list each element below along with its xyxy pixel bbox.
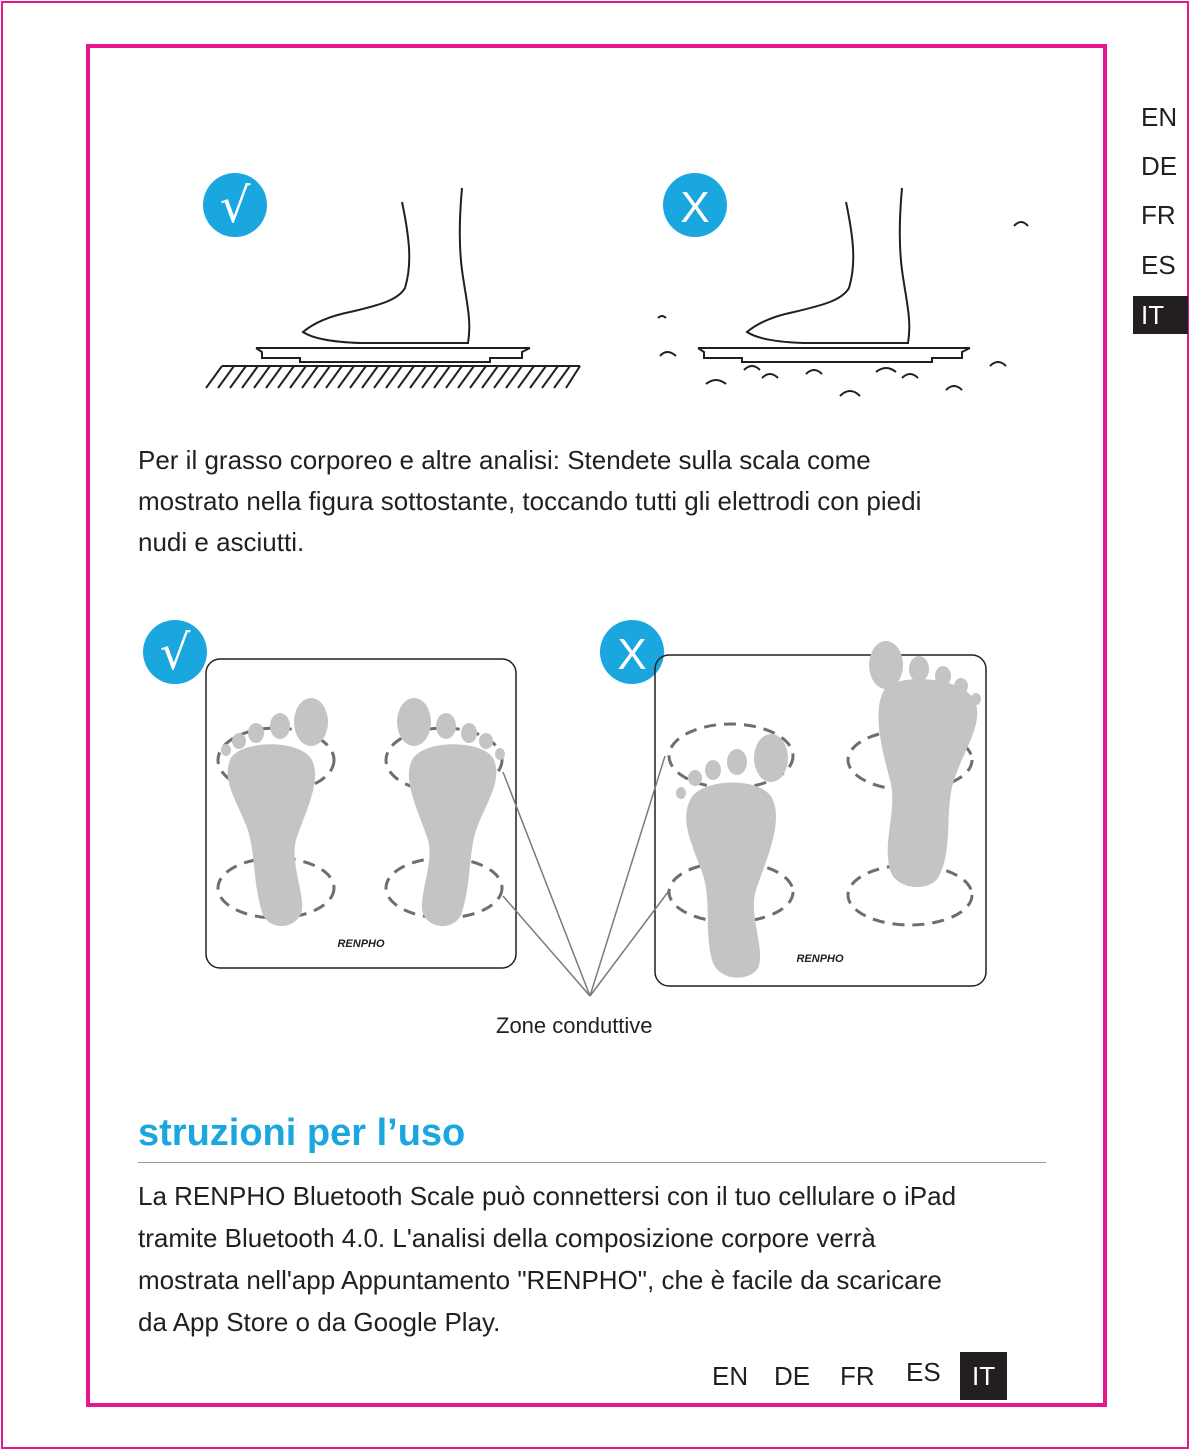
wrong-mark: X: [680, 183, 710, 232]
figure-foot-on-scale: [0, 0, 1190, 420]
side-nav-es[interactable]: ES: [1141, 250, 1176, 280]
check-circle-icon: [203, 173, 267, 237]
section-title: struzioni per l’uso: [138, 1112, 466, 1154]
scale-wrong: [655, 641, 986, 986]
carpet-bumps: [658, 222, 1028, 396]
misplaced-right-foot: [869, 641, 981, 887]
check-circle-icon: [143, 620, 207, 684]
bottom-nav-de[interactable]: DE: [774, 1361, 811, 1391]
conductive-zones-caption: Zone conduttive: [496, 1013, 653, 1038]
scale-correct: [206, 659, 516, 968]
section-line-2: tramite Bluetooth 4.0. L'analisi della composizione corpore verrà: [138, 1223, 876, 1253]
foot-on-hard-floor: [222, 188, 580, 366]
correct-mark: √: [219, 178, 251, 234]
brand-logo-left: RENPHO: [337, 938, 385, 950]
svg-text:√: √: [159, 625, 191, 681]
misplaced-left-foot: [676, 734, 788, 978]
side-nav-en[interactable]: EN: [1141, 102, 1178, 132]
section-line-1: La RENPHO Bluetooth Scale può connettersi con il tuo cellulare o iPad: [138, 1181, 957, 1211]
intro-line-3: nudi e asciutti.: [138, 527, 305, 557]
callout-lines: [503, 756, 668, 996]
section-divider: [138, 1162, 1046, 1163]
svg-text:X: X: [617, 630, 647, 679]
foot-on-soft-floor: [698, 188, 970, 362]
bottom-nav-it[interactable]: IT: [960, 1352, 1007, 1400]
bottom-nav-fr[interactable]: FR: [840, 1361, 875, 1391]
bottom-nav-en[interactable]: EN: [712, 1361, 749, 1391]
hatched-floor: [206, 366, 580, 388]
side-nav-it[interactable]: IT: [1133, 296, 1188, 334]
section-line-4: da App Store o da Google Play.: [138, 1307, 501, 1337]
cross-circle-icon: [663, 173, 727, 237]
brand-logo-right: RENPHO: [796, 953, 844, 965]
side-nav-fr[interactable]: FR: [1141, 200, 1176, 230]
left-foot-shape: [221, 698, 328, 926]
intro-line-2: mostrato nella figura sottostante, toccando tutti gli elettrodi con piedi: [138, 486, 922, 516]
right-foot-shape: [397, 698, 505, 926]
figure-feet-placement: [0, 600, 1190, 1010]
side-nav-de[interactable]: DE: [1141, 151, 1178, 181]
section-line-3: mostrata nell'app Appuntamento "RENPHO", che è facile da scaricare: [138, 1265, 942, 1295]
bottom-nav-es[interactable]: ES: [906, 1357, 941, 1387]
intro-line-1: Per il grasso corporeo e altre analisi: Stendete sulla scala come: [138, 445, 871, 475]
